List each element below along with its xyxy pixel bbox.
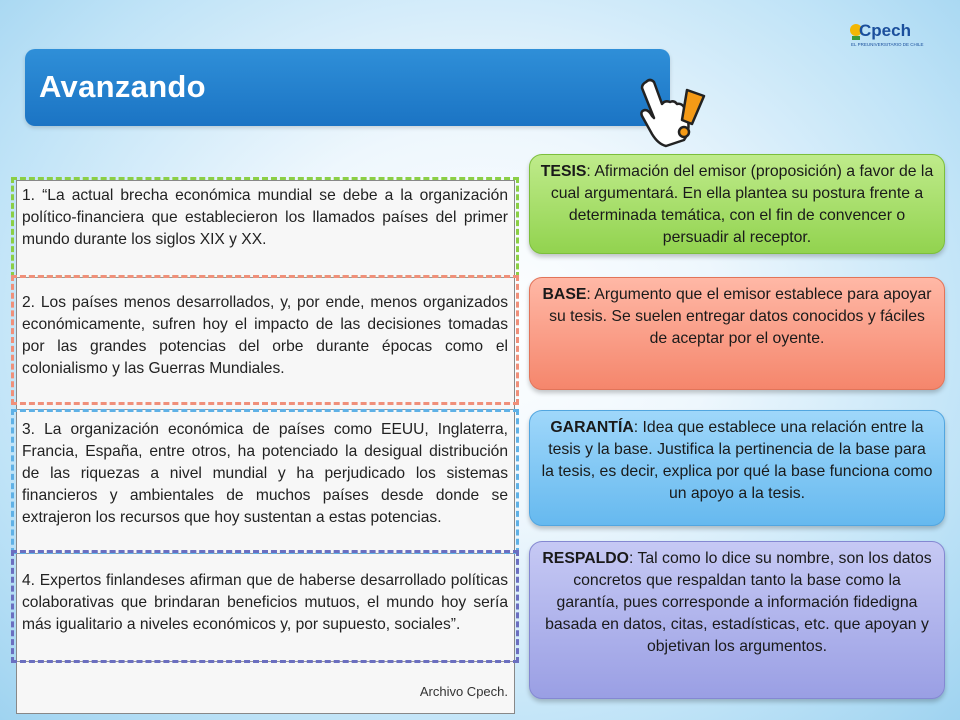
exclamation-icon (679, 90, 704, 137)
respaldo-definition: : Tal como lo dice su nombre, son los datos concretos que respaldan tanto la base como la garantía, pues corresponde a información fidedigna basada en datos, citas, estadísticas, etc. que apoyan y objetivan los argumentos. (545, 550, 932, 655)
garantia-term: GARANTÍA (550, 419, 634, 436)
slide-title: Avanzando (39, 69, 206, 104)
base-highlight-frame (11, 275, 519, 405)
respaldo-term: RESPALDO (542, 550, 629, 567)
logo-tagline: EL PREUNIVERSITARIO DE CHILE (851, 42, 924, 47)
title-bar (25, 49, 670, 126)
paragraph-1: 1. “La actual brecha económica mundial se debe a la organización político-financiera que establecieron los llamados países del primer mundo durante los siglos XIX y XX. (22, 187, 508, 248)
tesis-card (529, 154, 945, 254)
logo-brand: Cpech (859, 21, 911, 40)
base-definition: : Argumento que el emisor establece para apoyar su tesis. Se suelen entregar datos conocidos y fáciles de aceptar por el oyente. (549, 286, 932, 347)
tesis-highlight-frame (11, 177, 519, 278)
source-credit: Archivo Cpech. (419, 684, 508, 699)
cpech-logo (849, 19, 924, 51)
paragraph-2: 2. Los países menos desarrollados, y, por ende, menos organizados económicamente, sufren hoy el impacto de las decisiones tomadas por las grandes potencias del orbe durante épocas como el colonialismo y las Guerras Mundiales. (22, 294, 508, 377)
hand-pointer-icon (632, 76, 710, 150)
base-term: BASE (542, 286, 587, 303)
tesis-definition: : Afirmación del emisor (proposición) a favor de la cual argumentará. En ella plantea su postura frente a determinada temática, con el fin de convencer o persuadir al receptor. (550, 163, 934, 246)
respaldo-card (529, 541, 945, 699)
garantia-definition: : Idea que establece una relación entre la tesis y la base. Justifica la pertinencia de la base para la tesis, es decir, explica por qué la base funciona como un apoyo a la tesis. (541, 419, 933, 502)
garantia-card (529, 410, 945, 526)
garantia-highlight-frame (11, 409, 519, 554)
paragraph-3: 3. La organización económica de países como EEUU, Inglaterra, Francia, España, entre otros, ha potenciado la desigual distribución de las riquezas a nivel mundial y ha perjudicado los sistemas financieros y ambientales de muchos países desde donde se extrajeron los recursos que hoy sustentan a estas potencias. (22, 421, 508, 526)
paragraph-4: 4. Expertos finlandeses afirman que de haberse desarrollado políticas colaborativas que brindaran beneficios mutuos, el mundo hoy sería más igualitario a niveles económicos y, por supuesto, sociales”. (22, 572, 508, 633)
base-card (529, 277, 945, 390)
tesis-term: TESIS (540, 163, 587, 180)
respaldo-highlight-frame (11, 550, 519, 663)
